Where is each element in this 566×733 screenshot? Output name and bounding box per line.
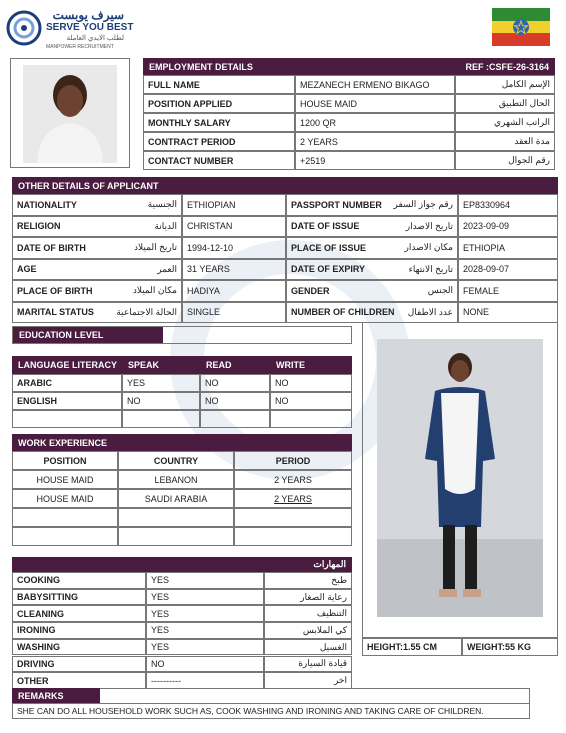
- other-right-value: EP8330964: [458, 194, 558, 216]
- label-ar: تاريخ الانتهاء: [408, 263, 453, 274]
- education-title: EDUCATION LEVEL: [19, 330, 104, 340]
- other-left-value: ETHIOPIAN: [182, 194, 286, 216]
- language-cell: [270, 410, 352, 428]
- other-right-value: FEMALE: [458, 280, 558, 302]
- other-left-label: [12, 237, 182, 259]
- skill-label: COOKING: [12, 572, 146, 589]
- remarks-title: REMARKS: [18, 690, 64, 701]
- education-header: [13, 327, 163, 343]
- skill-label-arabic: كي الملابس: [264, 622, 352, 639]
- skill-label-arabic: رعاية الصغار: [264, 589, 352, 606]
- label-ar: عدد الاطفال: [407, 306, 453, 317]
- language-cell: ENGLISH: [12, 392, 122, 410]
- language-cell: [12, 410, 122, 428]
- skill-label-arabic: التنظيف: [264, 605, 352, 622]
- work-col-header: POSITION: [12, 451, 118, 470]
- other-left-value: 31 YEARS: [182, 259, 286, 281]
- language-cell: YES: [122, 374, 200, 392]
- work-cell: 2 YEARS: [234, 489, 352, 508]
- employment-label-arabic: مدة العقد: [455, 132, 555, 151]
- employment-label: MONTHLY SALARY: [143, 113, 295, 132]
- employment-label: POSITION APPLIED: [143, 94, 295, 113]
- full-body-photo: [377, 339, 543, 617]
- language-cell: NO: [200, 392, 270, 410]
- skill-value: YES: [146, 572, 264, 589]
- work-cell: [118, 527, 234, 546]
- employment-value: +2519: [295, 151, 455, 170]
- skill-label: IRONING: [12, 622, 146, 639]
- label-ar: مكان الاصدار: [404, 242, 453, 253]
- remarks-text: SHE CAN DO ALL HOUSEHOLD WORK SUCH AS, COOK WASHING AND IRONING AND TAKING CARE OF CHILDREN.: [12, 703, 530, 719]
- label-ar: رقم جواز السفر: [393, 199, 453, 210]
- other-right-value: 2028-09-07: [458, 259, 558, 281]
- label-en: MARITAL STATUS: [17, 307, 94, 318]
- label-ar: الحالة الاجتماعية: [116, 306, 177, 317]
- work-experience-title: WORK EXPERIENCE: [18, 437, 108, 448]
- label-en: DATE OF ISSUE: [291, 221, 360, 232]
- label-en: AGE: [17, 264, 37, 275]
- work-cell: [12, 527, 118, 546]
- employment-label: FULL NAME: [143, 75, 295, 94]
- employment-value: MEZANECH ERMENO BIKAGO: [295, 75, 455, 94]
- language-col-header: WRITE: [276, 360, 305, 370]
- work-cell: HOUSE MAID: [12, 489, 118, 508]
- label-en: NUMBER OF CHILDREN: [291, 307, 395, 318]
- employment-label-arabic: الحال التطبيق: [455, 94, 555, 113]
- other-right-label: [286, 237, 458, 259]
- label-en: DATE OF EXPIRY: [291, 264, 366, 275]
- applicant-photo-full: [362, 322, 558, 638]
- other-right-label: [286, 280, 458, 302]
- label-ar: الديانة: [154, 220, 177, 231]
- language-cell: ARABIC: [12, 374, 122, 392]
- language-col-header: SPEAK: [128, 360, 160, 370]
- employment-header: [143, 58, 555, 75]
- work-cell: [234, 527, 352, 546]
- employment-label-arabic: رقم الجوال: [455, 151, 555, 170]
- other-left-value: SINGLE: [182, 302, 286, 324]
- other-left-value: CHRISTAN: [182, 216, 286, 238]
- label-ar: تاريخ الميلاد: [134, 242, 177, 253]
- applicant-photo-small: [10, 58, 130, 168]
- employment-label: CONTACT NUMBER: [143, 151, 295, 170]
- other-right-label: [286, 302, 458, 324]
- other-details-title: OTHER DETAILS OF APPLICANT: [18, 180, 159, 191]
- language-col-header: LANGUAGE LITERACY: [18, 360, 117, 370]
- other-left-value: 1994-12-10: [182, 237, 286, 259]
- logo-arabic: سيرف يوبست: [52, 8, 124, 22]
- label-en: NATIONALITY: [17, 199, 77, 210]
- logo-arabic-sub: لطلب الايدي العاملة: [66, 35, 124, 42]
- logo-subtitle: MANPOWER RECRUITMENT: [46, 44, 114, 50]
- company-logo: [6, 8, 146, 52]
- skill-value: YES: [146, 622, 264, 639]
- skill-label: CLEANING: [12, 605, 146, 622]
- work-cell: [118, 508, 234, 527]
- skill-value: NO: [146, 656, 264, 673]
- work-cell: LEBANON: [118, 470, 234, 489]
- label-ar: الجنس: [427, 285, 453, 296]
- skills-title-arabic: المهارات: [313, 559, 346, 569]
- language-cell: NO: [200, 374, 270, 392]
- label-en: PASSPORT NUMBER: [291, 199, 382, 210]
- employment-value: HOUSE MAID: [295, 94, 455, 113]
- label-ar: تاريخ الاصدار: [405, 220, 453, 231]
- label-ar: الجنسية: [147, 199, 177, 210]
- label-en: PLACE OF BIRTH: [17, 285, 93, 296]
- skills-header: [12, 557, 352, 572]
- other-right-value: NONE: [458, 302, 558, 324]
- logo-mark-icon: [6, 10, 42, 46]
- employment-value: 1200 QR: [295, 113, 455, 132]
- reference-number: REF :CSFE-26-3164: [465, 61, 549, 72]
- skill-label: WASHING: [12, 639, 146, 656]
- label-en: RELIGION: [17, 221, 61, 232]
- skill-label: DRIVING: [12, 656, 146, 673]
- other-left-label: [12, 280, 182, 302]
- other-right-label: [286, 259, 458, 281]
- skill-label-arabic: اخر: [264, 672, 352, 689]
- label-en: DATE OF BIRTH: [17, 242, 86, 253]
- work-cell: [12, 508, 118, 527]
- employment-label-arabic: الإسم الكامل: [455, 75, 555, 94]
- skill-value: YES: [146, 639, 264, 656]
- weight-cell: WEIGHT:55 KG: [462, 638, 558, 656]
- other-left-label: [12, 259, 182, 281]
- education-section: [12, 326, 352, 344]
- language-cell: [200, 410, 270, 428]
- skill-value: ----------: [146, 672, 264, 689]
- skill-label-arabic: قيادة السيارة: [264, 656, 352, 673]
- skill-label: OTHER: [12, 672, 146, 689]
- other-details-header: [12, 177, 558, 194]
- work-cell: HOUSE MAID: [12, 470, 118, 489]
- work-cell: [234, 508, 352, 527]
- other-right-label: [286, 194, 458, 216]
- label-ar: العمر: [157, 263, 177, 274]
- employment-label: CONTRACT PERIOD: [143, 132, 295, 151]
- employment-title: EMPLOYMENT DETAILS: [149, 61, 253, 72]
- skill-value: YES: [146, 589, 264, 606]
- skill-label: BABYSITTING: [12, 589, 146, 606]
- other-left-label: [12, 216, 182, 238]
- work-cell: 2 YEARS: [234, 470, 352, 489]
- portrait-photo: [23, 65, 117, 163]
- ethiopia-flag-icon: [492, 8, 550, 46]
- skill-label-arabic: الغسيل: [264, 639, 352, 656]
- work-col-header: COUNTRY: [118, 451, 234, 470]
- language-cell: NO: [270, 374, 352, 392]
- other-right-label: [286, 216, 458, 238]
- other-right-value: 2023-09-09: [458, 216, 558, 238]
- other-left-label: [12, 302, 182, 324]
- language-cell: NO: [122, 392, 200, 410]
- skill-value: YES: [146, 605, 264, 622]
- other-right-value: ETHIOPIA: [458, 237, 558, 259]
- language-cell: [122, 410, 200, 428]
- logo-name: SERVE YOU BEST: [46, 22, 134, 33]
- work-experience-header: [12, 434, 352, 451]
- language-cell: NO: [270, 392, 352, 410]
- other-left-value: HADIYA: [182, 280, 286, 302]
- other-left-label: [12, 194, 182, 216]
- label-en: PLACE OF ISSUE: [291, 242, 367, 253]
- skill-label-arabic: طبخ: [264, 572, 352, 589]
- height-cell: HEIGHT:1.55 CM: [362, 638, 462, 656]
- label-ar: مكان الميلاد: [132, 285, 177, 296]
- language-col-header: READ: [206, 360, 232, 370]
- employment-value: 2 YEARS: [295, 132, 455, 151]
- label-en: GENDER: [291, 285, 330, 296]
- remarks-header: [12, 688, 100, 703]
- work-cell: SAUDI ARABIA: [118, 489, 234, 508]
- work-col-header: PERIOD: [234, 451, 352, 470]
- remarks-top-rule: [100, 688, 530, 703]
- employment-label-arabic: الراتب الشهري: [455, 113, 555, 132]
